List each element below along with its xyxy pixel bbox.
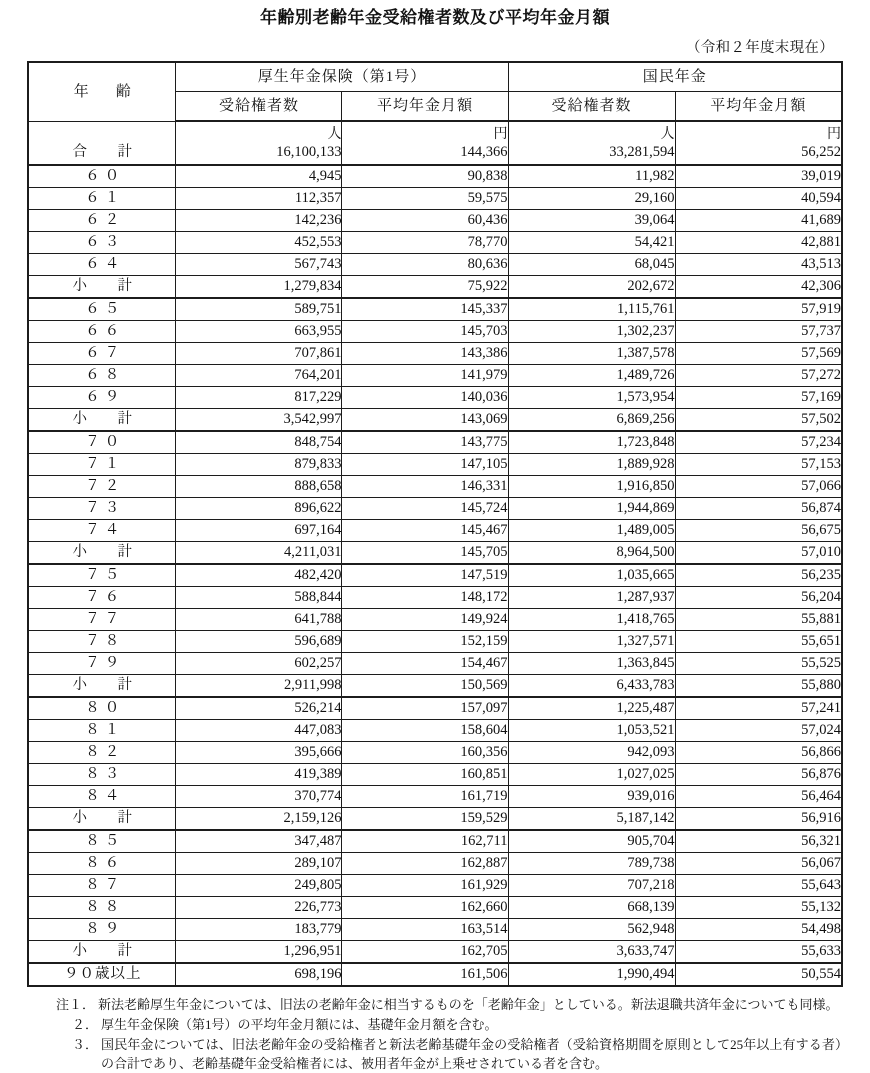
row-label-age: ６６ xyxy=(28,321,176,343)
table-row xyxy=(28,498,842,520)
table-row-subtotal xyxy=(28,808,842,831)
cell-value-3: 1,889,928 xyxy=(508,454,675,476)
total-number-3: 33,281,594 xyxy=(609,144,675,161)
cell-value-4: 56,464 xyxy=(675,786,842,808)
table-head xyxy=(28,62,842,121)
subtotal-value-3: 5,187,142 xyxy=(508,808,675,831)
table-row xyxy=(28,720,842,742)
row-label-age: ８１ xyxy=(28,720,176,742)
cell-value-1: 447,083 xyxy=(176,720,342,742)
row-label-age: ８６ xyxy=(28,853,176,875)
table-row xyxy=(28,631,842,653)
cell-value-2: 145,703 xyxy=(342,321,508,343)
cell-value-2: 157,097 xyxy=(342,697,508,720)
table-row xyxy=(28,431,842,454)
footnote-marker-2: ２． xyxy=(72,1016,99,1032)
subtotal-value-2: 150,569 xyxy=(342,675,508,698)
footnote-2 xyxy=(56,1016,848,1035)
cell-value-4: 54,498 xyxy=(675,919,842,941)
cell-value-2: 160,356 xyxy=(342,742,508,764)
cell-value-3: 942,093 xyxy=(508,742,675,764)
subtotal-value-1: 2,911,998 xyxy=(176,675,342,698)
cell-value-1: 226,773 xyxy=(176,897,342,919)
subtotal-value-1: 1,279,834 xyxy=(176,276,342,299)
table-row xyxy=(28,254,842,276)
table-row xyxy=(28,653,842,675)
row-label-age: ６９ xyxy=(28,387,176,409)
table-row xyxy=(28,165,842,188)
subtotal-value-2: 75,922 xyxy=(342,276,508,299)
cell-value-4: 43,513 xyxy=(675,254,842,276)
cell-value-1: 419,389 xyxy=(176,764,342,786)
cell-value-2: 162,887 xyxy=(342,853,508,875)
row-label-age: ６０ xyxy=(28,165,176,188)
cell-value-1: 589,751 xyxy=(176,298,342,321)
subtotal-value-3: 6,869,256 xyxy=(508,409,675,432)
subtotal-value-4: 57,502 xyxy=(675,409,842,432)
cell-value-4: 40,594 xyxy=(675,188,842,210)
cell-value-1: 452,553 xyxy=(176,232,342,254)
row-label-age: ７７ xyxy=(28,609,176,631)
cell-value-4: 55,525 xyxy=(675,653,842,675)
cell-value-3: 1,387,578 xyxy=(508,343,675,365)
cell-value-2: 141,979 xyxy=(342,365,508,387)
row-label-age: ７８ xyxy=(28,631,176,653)
cell-value-3: 905,704 xyxy=(508,830,675,853)
total-number-4: 56,252 xyxy=(801,144,842,161)
table-row xyxy=(28,853,842,875)
header-kosei-recipients: 受給権者数 xyxy=(176,92,342,122)
table-row xyxy=(28,321,842,343)
unit-label-4: 円 xyxy=(827,127,842,143)
cell-value-4: 55,132 xyxy=(675,897,842,919)
cell-value-2: 145,337 xyxy=(342,298,508,321)
row-label-subtotal: 小 計 xyxy=(28,542,176,565)
cell-value-4: 57,234 xyxy=(675,431,842,454)
cell-value-3: 1,489,726 xyxy=(508,365,675,387)
cell-value-3: 29,160 xyxy=(508,188,675,210)
cell-value-1: 663,955 xyxy=(176,321,342,343)
table-row xyxy=(28,587,842,609)
cell-value-3: 39,064 xyxy=(508,210,675,232)
cell-value-1: 370,774 xyxy=(176,786,342,808)
table-body xyxy=(28,121,842,986)
row-label-age: ８９ xyxy=(28,919,176,941)
cell-value-3: 1,302,237 xyxy=(508,321,675,343)
table-row xyxy=(28,897,842,919)
table-row-subtotal xyxy=(28,675,842,698)
row-label-subtotal: 小 計 xyxy=(28,276,176,299)
cell-value-3: 11,982 xyxy=(508,165,675,188)
cell-value-2: 140,036 xyxy=(342,387,508,409)
cell-value-1: 588,844 xyxy=(176,587,342,609)
cell-value-3: 1,573,954 xyxy=(508,387,675,409)
cell-value-4: 57,737 xyxy=(675,321,842,343)
cell-value-1: 482,420 xyxy=(176,564,342,587)
pension-statistics-table xyxy=(27,61,843,987)
subtotal-value-4: 55,880 xyxy=(675,675,842,698)
row-label-age: ６４ xyxy=(28,254,176,276)
final-value-1: 698,196 xyxy=(176,963,342,986)
row-label-age: ７５ xyxy=(28,564,176,587)
subtotal-value-3: 202,672 xyxy=(508,276,675,299)
table-row xyxy=(28,188,842,210)
cell-value-1: 764,201 xyxy=(176,365,342,387)
cell-value-1: 183,779 xyxy=(176,919,342,941)
cell-value-2: 152,159 xyxy=(342,631,508,653)
footnote-marker-1: 注１． xyxy=(56,997,96,1013)
cell-value-4: 57,024 xyxy=(675,720,842,742)
unit-label-1: 人 xyxy=(327,127,342,143)
subtotal-value-2: 159,529 xyxy=(342,808,508,831)
table-row xyxy=(28,742,842,764)
cell-value-3: 668,139 xyxy=(508,897,675,919)
row-label-age: ７１ xyxy=(28,454,176,476)
cell-value-1: 112,357 xyxy=(176,188,342,210)
header-group-kokumin: 国民年金 xyxy=(508,62,842,92)
row-label-age: ８７ xyxy=(28,875,176,897)
header-group-kosei: 厚生年金保険（第1号） xyxy=(176,62,508,92)
total-number-2: 144,366 xyxy=(460,144,508,161)
table-row-total xyxy=(28,121,842,165)
table-row xyxy=(28,232,842,254)
footnote-1 xyxy=(56,996,848,1015)
cell-value-1: 289,107 xyxy=(176,853,342,875)
cell-value-2: 148,172 xyxy=(342,587,508,609)
cell-value-2: 158,604 xyxy=(342,720,508,742)
cell-value-4: 56,874 xyxy=(675,498,842,520)
cell-value-1: 567,743 xyxy=(176,254,342,276)
table-row xyxy=(28,609,842,631)
subtotal-value-4: 56,916 xyxy=(675,808,842,831)
row-label-age: ６３ xyxy=(28,232,176,254)
cell-value-4: 55,651 xyxy=(675,631,842,653)
unit-label-3: 人 xyxy=(660,127,675,143)
subtotal-value-1: 3,542,997 xyxy=(176,409,342,432)
cell-value-2: 147,105 xyxy=(342,454,508,476)
table-container xyxy=(0,61,870,987)
cell-value-4: 56,067 xyxy=(675,853,842,875)
cell-value-3: 68,045 xyxy=(508,254,675,276)
cell-value-1: 641,788 xyxy=(176,609,342,631)
subtotal-value-1: 4,211,031 xyxy=(176,542,342,565)
cell-value-3: 1,053,521 xyxy=(508,720,675,742)
cell-value-3: 1,225,487 xyxy=(508,697,675,720)
table-row xyxy=(28,210,842,232)
cell-value-2: 145,467 xyxy=(342,520,508,542)
table-row xyxy=(28,697,842,720)
cell-value-1: 395,666 xyxy=(176,742,342,764)
header-age: 年 齢 xyxy=(28,62,176,121)
cell-value-4: 42,881 xyxy=(675,232,842,254)
cell-value-1: 888,658 xyxy=(176,476,342,498)
cell-value-1: 879,833 xyxy=(176,454,342,476)
total-value-3 xyxy=(508,121,675,165)
cell-value-3: 1,363,845 xyxy=(508,653,675,675)
cell-value-4: 56,321 xyxy=(675,830,842,853)
cell-value-4: 56,876 xyxy=(675,764,842,786)
cell-value-3: 1,027,025 xyxy=(508,764,675,786)
cell-value-2: 145,724 xyxy=(342,498,508,520)
cell-value-4: 39,019 xyxy=(675,165,842,188)
footnote-text-2: 厚生年金保険（第1号）の平均年金月額には、基礎年金月額を含む。 xyxy=(101,1016,498,1032)
cell-value-4: 57,066 xyxy=(675,476,842,498)
cell-value-1: 142,236 xyxy=(176,210,342,232)
header-kokumin-avg-amount: 平均年金月額 xyxy=(675,92,842,122)
table-row xyxy=(28,764,842,786)
cell-value-3: 1,327,571 xyxy=(508,631,675,653)
cell-value-1: 896,622 xyxy=(176,498,342,520)
final-value-4: 50,554 xyxy=(675,963,842,986)
row-label-age: ８８ xyxy=(28,897,176,919)
subtotal-value-4: 42,306 xyxy=(675,276,842,299)
row-label-age: ８３ xyxy=(28,764,176,786)
row-label-total: 合 計 xyxy=(28,121,176,165)
cell-value-3: 789,738 xyxy=(508,853,675,875)
total-value-1 xyxy=(176,121,342,165)
table-row-90-plus xyxy=(28,963,842,986)
footnote-text-1: 新法老齢厚生年金については、旧法の老齢年金に相当するものを「老齢年金」としている。新法退職共済年金についても同様。 xyxy=(98,997,839,1013)
cell-value-3: 1,115,761 xyxy=(508,298,675,321)
cell-value-4: 57,919 xyxy=(675,298,842,321)
footnote-3 xyxy=(56,1036,848,1073)
cell-value-1: 848,754 xyxy=(176,431,342,454)
table-row xyxy=(28,365,842,387)
row-label-age: ７４ xyxy=(28,520,176,542)
cell-value-1: 249,805 xyxy=(176,875,342,897)
cell-value-2: 78,770 xyxy=(342,232,508,254)
subtotal-value-2: 145,705 xyxy=(342,542,508,565)
table-row-subtotal xyxy=(28,276,842,299)
cell-value-2: 161,719 xyxy=(342,786,508,808)
cell-value-1: 817,229 xyxy=(176,387,342,409)
table-row xyxy=(28,476,842,498)
page-title: 年齢別老齢年金受給権者数及び平均年金月額 xyxy=(260,8,610,27)
table-row xyxy=(28,343,842,365)
row-label-age: ７３ xyxy=(28,498,176,520)
table-row xyxy=(28,786,842,808)
row-label-age: ８５ xyxy=(28,830,176,853)
table-row xyxy=(28,298,842,321)
subtotal-value-4: 57,010 xyxy=(675,542,842,565)
cell-value-1: 526,214 xyxy=(176,697,342,720)
final-value-3: 1,990,494 xyxy=(508,963,675,986)
cell-value-2: 149,924 xyxy=(342,609,508,631)
cell-value-4: 57,169 xyxy=(675,387,842,409)
row-label-subtotal: 小 計 xyxy=(28,409,176,432)
table-row xyxy=(28,875,842,897)
cell-value-2: 160,851 xyxy=(342,764,508,786)
cell-value-3: 1,418,765 xyxy=(508,609,675,631)
row-label-subtotal: 小 計 xyxy=(28,808,176,831)
cell-value-3: 1,944,869 xyxy=(508,498,675,520)
cell-value-1: 697,164 xyxy=(176,520,342,542)
table-row xyxy=(28,830,842,853)
cell-value-2: 143,775 xyxy=(342,431,508,454)
final-value-2: 161,506 xyxy=(342,963,508,986)
as-of-date: （令和２年度末現在） xyxy=(686,40,834,57)
cell-value-4: 57,241 xyxy=(675,697,842,720)
table-row xyxy=(28,919,842,941)
cell-value-4: 57,569 xyxy=(675,343,842,365)
row-label-age: ８２ xyxy=(28,742,176,764)
row-label-age: ７０ xyxy=(28,431,176,454)
header-kokumin-recipients: 受給権者数 xyxy=(508,92,675,122)
cell-value-1: 602,257 xyxy=(176,653,342,675)
unit-label-2: 円 xyxy=(493,127,508,143)
cell-value-2: 80,636 xyxy=(342,254,508,276)
subtotal-value-3: 8,964,500 xyxy=(508,542,675,565)
cell-value-2: 59,575 xyxy=(342,188,508,210)
total-value-2 xyxy=(342,121,508,165)
total-value-4 xyxy=(675,121,842,165)
cell-value-4: 56,675 xyxy=(675,520,842,542)
row-label-age: ８４ xyxy=(28,786,176,808)
subtotal-value-1: 2,159,126 xyxy=(176,808,342,831)
total-number-1: 16,100,133 xyxy=(276,144,342,161)
row-label-age: ６８ xyxy=(28,365,176,387)
row-label-age: ６１ xyxy=(28,188,176,210)
subtotal-value-3: 6,433,783 xyxy=(508,675,675,698)
row-label-age: ６５ xyxy=(28,298,176,321)
subtotal-value-3: 3,633,747 xyxy=(508,941,675,964)
cell-value-3: 1,287,937 xyxy=(508,587,675,609)
table-row-subtotal xyxy=(28,409,842,432)
cell-value-3: 1,723,848 xyxy=(508,431,675,454)
cell-value-4: 57,153 xyxy=(675,454,842,476)
table-row xyxy=(28,564,842,587)
cell-value-3: 562,948 xyxy=(508,919,675,941)
header-row-1 xyxy=(28,62,842,92)
cell-value-4: 57,272 xyxy=(675,365,842,387)
footnotes xyxy=(0,996,870,1073)
cell-value-2: 147,519 xyxy=(342,564,508,587)
table-row-subtotal xyxy=(28,542,842,565)
table-row xyxy=(28,520,842,542)
cell-value-4: 56,204 xyxy=(675,587,842,609)
cell-value-3: 1,035,665 xyxy=(508,564,675,587)
cell-value-3: 939,016 xyxy=(508,786,675,808)
cell-value-4: 56,866 xyxy=(675,742,842,764)
cell-value-4: 55,643 xyxy=(675,875,842,897)
cell-value-2: 146,331 xyxy=(342,476,508,498)
footnote-text-3: 国民年金については、旧法老齢年金の受給権者と新法老齢基礎年金の受給権者（受給資格期間を原則として25年以上有する者）の合計であり、老齢基礎年金受給権者には、被用者年金が上乗せされている者を含む。 xyxy=(101,1036,848,1071)
cell-value-3: 1,916,850 xyxy=(508,476,675,498)
subtotal-value-4: 55,633 xyxy=(675,941,842,964)
row-label-subtotal: 小 計 xyxy=(28,941,176,964)
cell-value-4: 56,235 xyxy=(675,564,842,587)
cell-value-1: 347,487 xyxy=(176,830,342,853)
footnote-marker-3: ３． xyxy=(72,1036,99,1052)
row-label-age: ７２ xyxy=(28,476,176,498)
cell-value-1: 596,689 xyxy=(176,631,342,653)
cell-value-4: 41,689 xyxy=(675,210,842,232)
subtotal-value-2: 162,705 xyxy=(342,941,508,964)
row-label-age: ６２ xyxy=(28,210,176,232)
cell-value-3: 1,489,005 xyxy=(508,520,675,542)
row-label-90-plus: ９０歳以上 xyxy=(28,963,176,986)
subtotal-value-2: 143,069 xyxy=(342,409,508,432)
cell-value-2: 161,929 xyxy=(342,875,508,897)
row-label-subtotal: 小 計 xyxy=(28,675,176,698)
row-label-age: ８０ xyxy=(28,697,176,720)
subtotal-value-1: 1,296,951 xyxy=(176,941,342,964)
cell-value-3: 54,421 xyxy=(508,232,675,254)
row-label-age: ７９ xyxy=(28,653,176,675)
cell-value-1: 4,945 xyxy=(176,165,342,188)
cell-value-3: 707,218 xyxy=(508,875,675,897)
row-label-age: ７６ xyxy=(28,587,176,609)
cell-value-4: 55,881 xyxy=(675,609,842,631)
table-row xyxy=(28,454,842,476)
cell-value-2: 143,386 xyxy=(342,343,508,365)
row-label-age: ６７ xyxy=(28,343,176,365)
cell-value-1: 707,861 xyxy=(176,343,342,365)
cell-value-2: 163,514 xyxy=(342,919,508,941)
cell-value-2: 154,467 xyxy=(342,653,508,675)
cell-value-2: 162,660 xyxy=(342,897,508,919)
cell-value-2: 162,711 xyxy=(342,830,508,853)
header-kosei-avg-amount: 平均年金月額 xyxy=(342,92,508,122)
table-row xyxy=(28,387,842,409)
cell-value-2: 60,436 xyxy=(342,210,508,232)
table-row-subtotal xyxy=(28,941,842,964)
cell-value-2: 90,838 xyxy=(342,165,508,188)
